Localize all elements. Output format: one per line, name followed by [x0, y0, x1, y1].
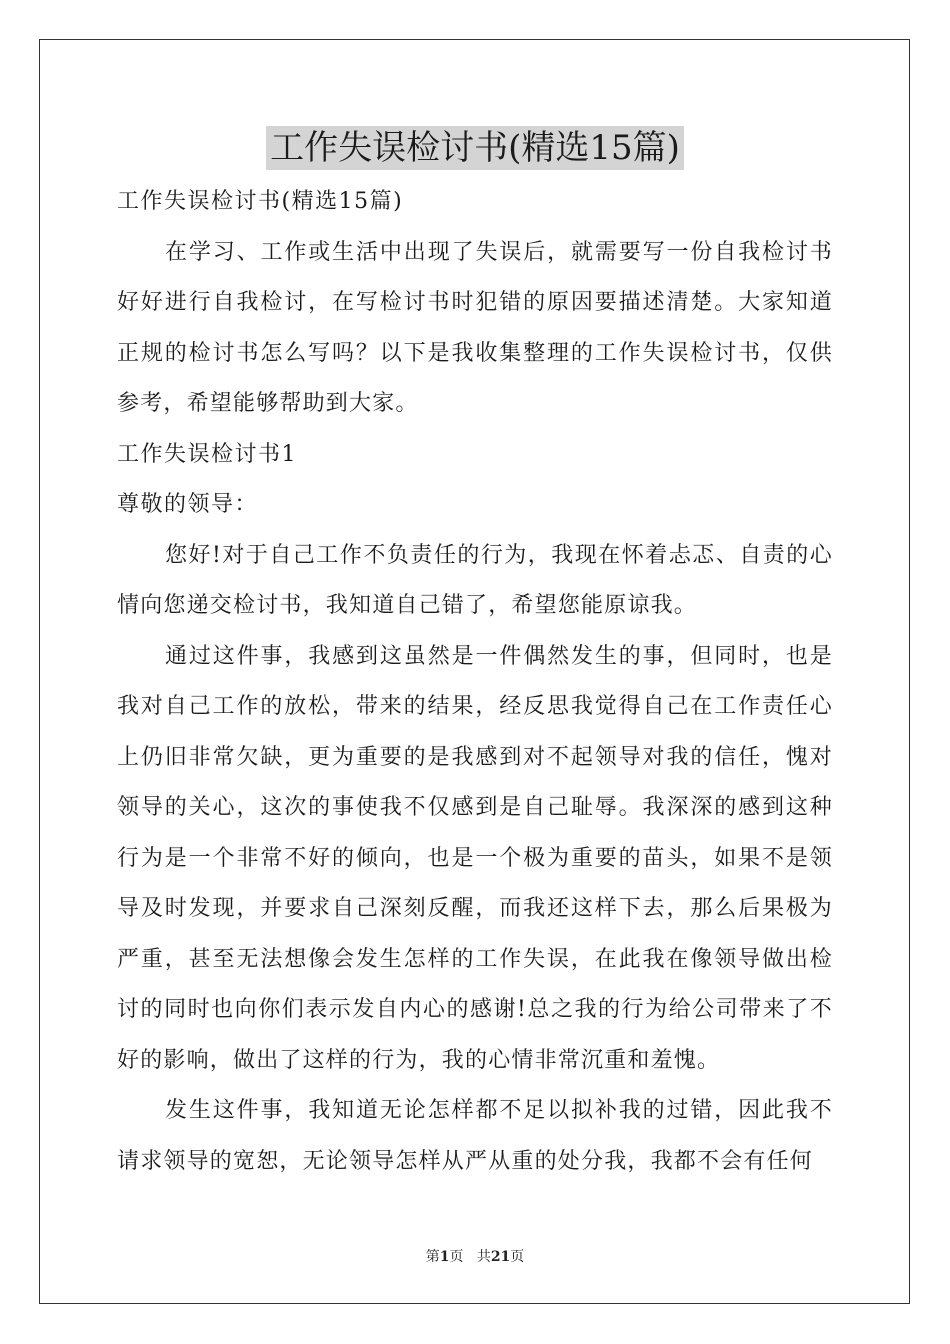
- body-paragraph-1: 您好!对于自己工作不负责任的行为，我现在怀着忐忑、自责的心情向您递交检讨书，我知道自己错了，希望您能原谅我。: [117, 542, 833, 618]
- current-page-number: 1: [439, 1249, 450, 1265]
- section-heading: 工作失误检讨书1: [117, 441, 297, 467]
- total-suffix: 页: [510, 1249, 525, 1265]
- salutation: 尊敬的领导：: [117, 492, 259, 517]
- page-footer: [0, 1248, 950, 1266]
- document-body: [117, 177, 833, 1187]
- intro-paragraph: 在学习、工作或生活中出现了失误后，就需要写一份自我检讨书好好进行自我检讨，在写检讨书时犯错的原因要描述清楚。大家知道正规的检讨书怎么写吗？以下是我收集整理的工作失误检讨书，仅供参考，希望能够帮助到大家。: [117, 239, 833, 416]
- document-title: 工作失误检讨书(精选15篇): [266, 126, 684, 170]
- total-prefix: 共: [476, 1249, 491, 1265]
- total-page-count: 21: [490, 1249, 511, 1265]
- body-paragraph-2: 通过这件事，我感到这虽然是一件偶然发生的事，但同时，也是我对自己工作的放松，带来的结果，经反思我觉得自己在工作责任心上仍旧非常欠缺，更为重要的是我感到对不起领导对我的信任，愧对领导的关心，这次的事使我不仅感到是自己耻辱。我深深的感到这种行为是一个非常不好的倾向，也是一个极为重要的苗头，如果不是领导及时发现，并要求自己深刻反醒，而我还这样下去，那么后果极为严重，甚至无法想像会发生怎样的工作失误，在此我在像领导做出检讨的同时也向你们表示发自内心的感谢!总之我的行为给公司带来了不好的影响，做出了这样的行为，我的心情非常沉重和羞愧。: [117, 643, 833, 1073]
- page-suffix: 页: [449, 1249, 464, 1265]
- title-container: [0, 126, 950, 170]
- document-subtitle: 工作失误检讨书(精选15篇): [117, 189, 404, 214]
- body-paragraph-3: 发生这件事，我知道无论怎样都不足以拟补我的过错，因此我不请求领导的宽恕，无论领导怎样从严从重的处分我，我都不会有任何: [117, 1098, 833, 1174]
- page-prefix: 第: [425, 1249, 440, 1265]
